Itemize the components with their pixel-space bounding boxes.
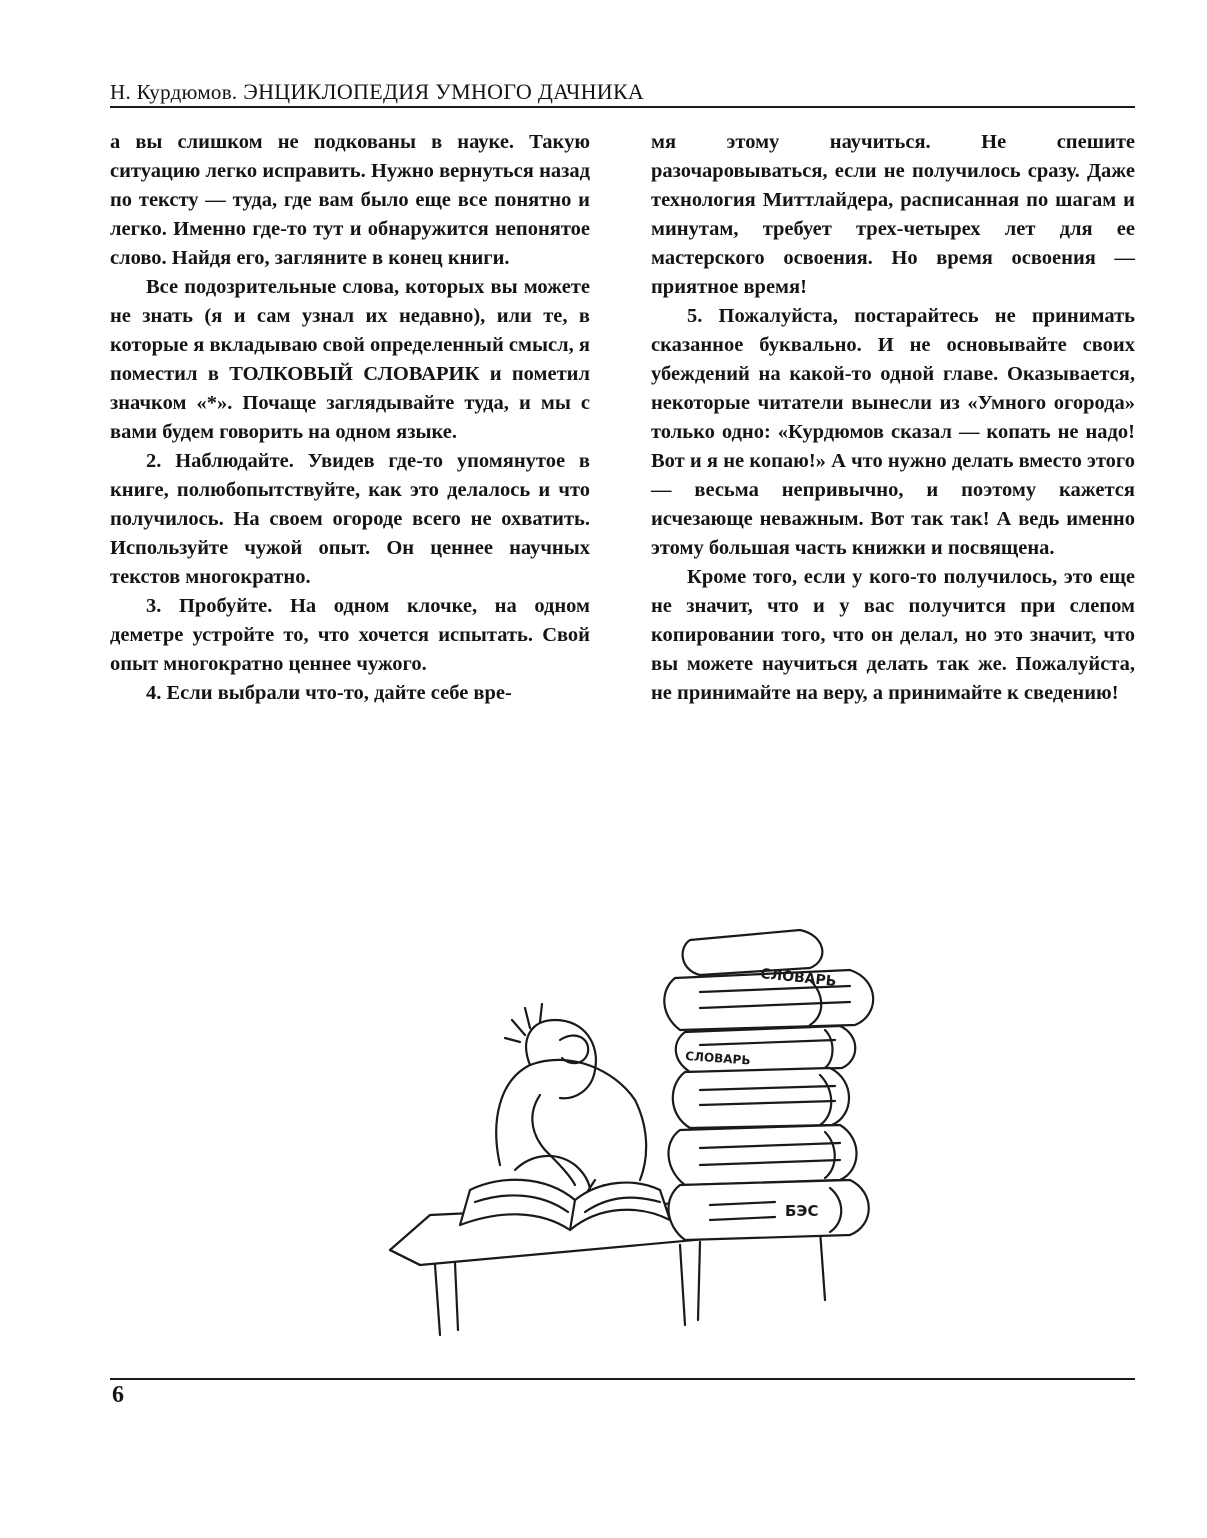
cartoon-illustration xyxy=(380,920,880,1340)
right-column xyxy=(651,128,1135,708)
paragraph: мя этому научиться. Не спешите разочаровываться, если не получилось сразу. Даже технология Миттлайдера, расписанная по шагам и минутам, требует трех-четырех лет для ее мастерского освоения. Но время освоения — приятное время! xyxy=(651,131,1135,298)
footer-rule xyxy=(110,1378,1135,1380)
book-label-bes: БЭС xyxy=(785,1202,819,1220)
left-column xyxy=(110,128,590,708)
header-author: Н. Курдюмов. xyxy=(110,80,238,104)
book-stack-drawing xyxy=(664,930,873,1240)
paragraph: а вы слишком не подкованы в науке. Такую ситуацию легко исправить. Нужно вернуться назад по тексту — туда, где вам было еще все понятно и легко. Именно где-то тут и обнаружится непонятое слово. Найдя его, загляните в конец книги. xyxy=(110,131,590,269)
reading-person-drawing xyxy=(496,1004,646,1208)
running-header xyxy=(110,78,1135,108)
page-number: 6 xyxy=(112,1382,124,1408)
paragraph: 5. Пожалуйста, постарайтесь не принимать сказанное буквально. И не основывайте своих убеждений на какой-то одной главе. Оказывается, некоторые читатели вынесли из «Умного огорода» только одно: «Курдюмов сказал — копать не надо! Вот и я не копаю!» А что нужно делать вместо этого — весьма непривычно, и поэтому кажется исчезающе неважным. Вот так так! А ведь именно этому большая часть книжки и посвящена. xyxy=(651,305,1135,559)
book-label-dictionary: СЛОВАРЬ xyxy=(759,966,838,990)
paragraph: 3. Пробуйте. На одном клочке, на одном деметре устройте то, что хочется испытать. Свой опыт многократно ценнее чужого. xyxy=(110,595,590,675)
paragraph: 2. Наблюдайте. Увидев где-то упомянутое в книге, полюбопытствуйте, как это делалось и что получилось. На своем огороде всего не охватить. Используйте чужой опыт. Он ценнее научных текстов многократно. xyxy=(110,450,590,588)
paragraph: Кроме того, если у кого-то получилось, это еще не значит, что и у вас получится при слепом копировании того, что он делал, но это значит, что вы можете научиться делать так же. Пожалуйста, не принимайте на веру, а принимайте к сведению! xyxy=(651,566,1135,704)
book-label-dictionary-2: СЛОВАРЬ xyxy=(684,1049,751,1068)
paragraph: Все подозрительные слова, которых вы можете не знать (я и сам узнал их недавно), или те, в которые я вкладываю свой определенный смысл, я поместил в ТОЛКОВЫЙ СЛОВАРИК и пометил значком «*». Почаще заглядывайте туда, и мы с вами будем говорить на одном языке. xyxy=(110,276,590,443)
paragraph: 4. Если выбрали что-то, дайте себе вре- xyxy=(146,682,512,704)
header-title: ЭНЦИКЛОПЕДИЯ УМНОГО ДАЧНИКА xyxy=(243,79,645,104)
